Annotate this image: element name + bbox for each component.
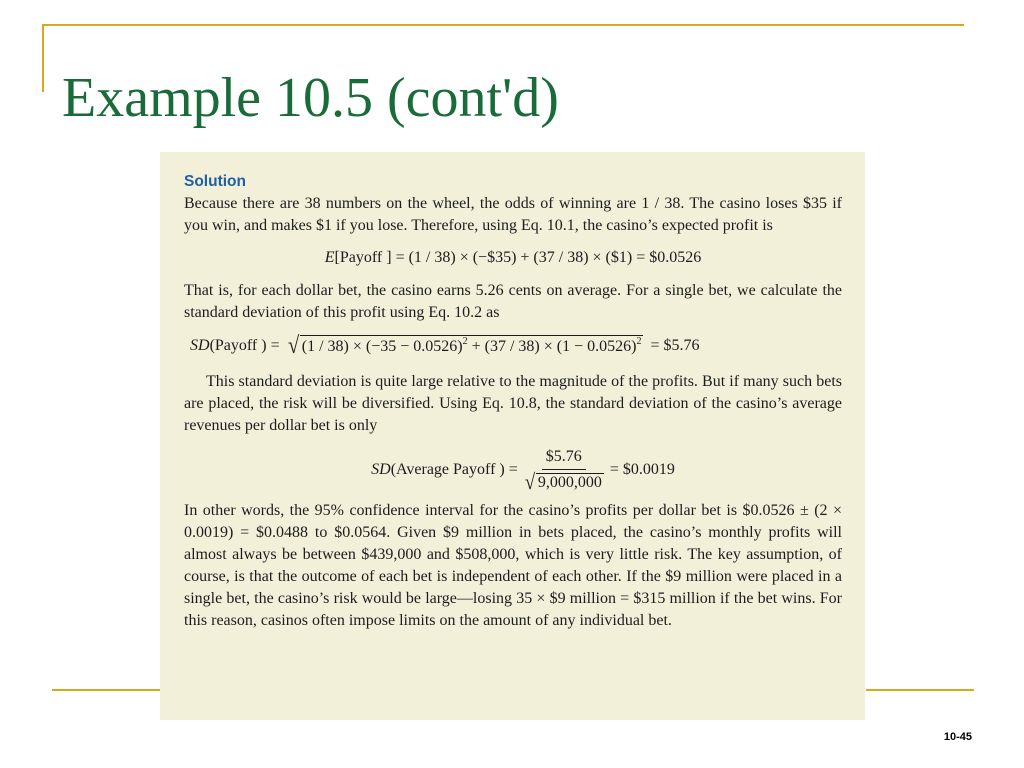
standard-deviation-equation	[184, 335, 842, 357]
expected-payoff-equation	[184, 247, 842, 269]
solution-paragraph-1: Because there are 38 numbers on the wheel, the odds of winning are 1 / 38. The casino loses $35 if you win, and makes $1 if you lose. Therefore, using Eq. 10.1, the casino’s expected profit is	[184, 195, 842, 234]
solution-body	[184, 172, 842, 632]
eq2-lhs-rest: (Payoff ) =	[209, 337, 280, 354]
top-rule	[42, 24, 964, 26]
eq3-radical-sign: √	[524, 469, 535, 494]
eq1-lhs-variable: E	[324, 249, 335, 266]
solution-heading: Solution	[184, 173, 246, 190]
radical-sign: √	[287, 333, 299, 359]
eq2-term-1: (1 / 38) × (−35 − 0.0526)	[301, 338, 463, 355]
eq3-result: = $0.0019	[609, 460, 675, 478]
eq3-numerator: $5.76	[542, 447, 586, 470]
eq2-term-2: (37 / 38) × (1 − 0.0526)	[484, 338, 637, 355]
solution-paragraph-4: In other words, the 95% confidence interval for the casino’s profits per dollar bet is $0.0526 ± (2 × 0.0019) = $0.0488 to $0.0564. Given $9 million in bets placed, the casino’s monthly profits will almost always be between $439,000 and $508,000, which is very little risk. The key assumption, of course, is that the outcome of each bet is independent of each other. If the $9 million were placed in a single bet, the casino’s risk would be large—losing 35 × $9 million = $315 million if the bet wins. For this reason, casinos often impose limits on the amount of any individual bet.	[184, 502, 842, 629]
solution-paragraph-3: This standard deviation is quite large relative to the magnitude of the profits. But if many such bets are placed, the risk will be diversified. Using Eq. 10.8, the standard deviation of the casino’s average revenues per dollar bet is only	[184, 373, 842, 434]
slide-title: Example 10.5 (cont'd)	[62, 67, 559, 129]
eq3-lhs-rest: (Average Payoff ) =	[390, 460, 518, 478]
eq2-square-root	[287, 335, 644, 357]
eq2-exponent-2: 2	[636, 336, 642, 347]
solution-paragraph-2: That is, for each dollar bet, the casino earns 5.26 cents on average. For a single bet, we calculate the standard deviation of this profit using Eq. 10.2 as	[184, 282, 842, 321]
average-payoff-equation	[184, 447, 842, 492]
eq3-lhs-variable: SD	[371, 460, 391, 478]
eq3-fraction	[524, 447, 604, 492]
eq2-radicand	[300, 335, 644, 357]
bottom-right-rule	[866, 689, 974, 691]
eq3-radicand: 9,000,000	[537, 474, 602, 491]
slide-number: 10-45	[943, 731, 972, 743]
eq2-plus: +	[467, 338, 485, 355]
bottom-left-rule	[52, 689, 160, 691]
left-rule	[42, 24, 44, 92]
eq2-result: = $5.76	[650, 337, 700, 354]
eq1-expression: [Payoff ] = (1 / 38) × (−$35) + (37 / 38) × ($1) = $0.0526	[334, 249, 702, 266]
eq2-exponent-1: 2	[462, 336, 468, 347]
eq3-denominator	[524, 470, 604, 492]
solution-panel	[160, 152, 865, 720]
eq2-lhs-variable: SD	[190, 337, 210, 354]
